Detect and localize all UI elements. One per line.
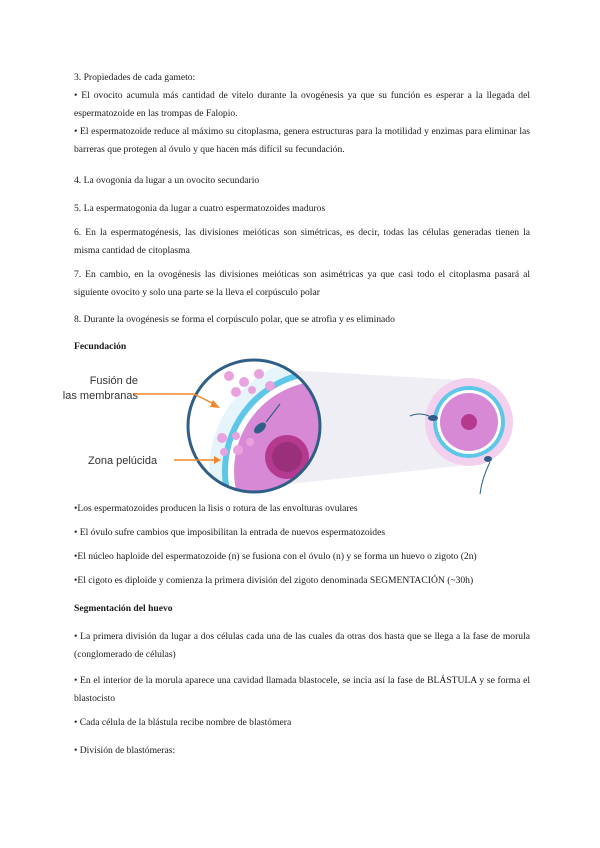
segmentacion-bullet-1: • La primera división da lugar a dos células cada una de las cuales da otras dos hasta que se llega a la fase de morula (conglomerado de células) (74, 631, 530, 660)
label-zona-pelucida: Zona pelúcida (88, 455, 158, 467)
fecundacion-bullet-1: •Los espermatozoides producen la lisis o rotura de las envolturas ovulares (74, 503, 358, 514)
point-8: 8. Durante la ovogénesis se forma el corpúsculo polar, que se atrofia y es eliminado (74, 314, 395, 325)
label-fusion-line-2: las membranas (62, 390, 138, 402)
section-3-bullet-1: • El ovocito acumula más cantidad de vitelo durante la ovogénesis ya que su función es esperar a la llegada del espermatozoide en las trompas de Falopio. (74, 90, 530, 119)
fertilization-illustration (62, 356, 534, 506)
section-3-bullet-2: • El espermatozoide reduce al máximo su citoplasma, genera estructuras para la motilidad y enzimas para eliminar las barreras que protegen al óvulo y que hacen más difícil su fecundación. (74, 126, 530, 155)
point-7: 7. En cambio, en la ovogénesis las divisiones meióticas son asimétricas ya que casi todo el citoplasma pasará al siguiente ovocito y solo una parte se la lleva el corpúsculo polar (74, 269, 530, 298)
segmentacion-bullet-2: • En el interior de la morula aparece una cavidad llamada blastocele, se incia así la fase de BLÁSTULA y se forma el blastocisto (74, 675, 530, 704)
fecundacion-bullet-4: •El cigoto es diploide y comienza la primera división del zigoto denominada SEGMENTACIÓN (~30h) (74, 575, 474, 586)
segmentacion-heading: Segmentación del huevo (74, 603, 173, 614)
fecundacion-bullet-2: • El óvulo sufre cambios que imposibilitan la entrada de nuevos espermatozoides (74, 527, 386, 538)
label-fusion-line-1: Fusión de (89, 375, 138, 387)
point-5: 5. La espermatogonia da lugar a cuatro espermatozoides maduros (74, 203, 326, 214)
point-6: 6. En la espermatogénesis, las divisiones meióticas son simétricas, es decir, todas las células generadas tienen la misma cantidad de citoplasma (74, 227, 530, 256)
fecundacion-bullet-3: •El núcleo haploide del espermatozoide (n) se fusiona con el óvulo (n) y se forma un huevo o zigoto (2n) (74, 551, 477, 562)
segmentacion-bullet-4: • División de blastómeras: (74, 745, 176, 756)
segmentacion-bullet-3: • Cada célula de la blástula recibe nombre de blastómera (74, 717, 292, 728)
fecundacion-heading: Fecundación (74, 341, 127, 352)
point-4: 4. La ovogonia da lugar a un ovocito secundario (74, 175, 260, 186)
section-3-title: 3. Propiedades de cada gameto: (74, 72, 196, 83)
